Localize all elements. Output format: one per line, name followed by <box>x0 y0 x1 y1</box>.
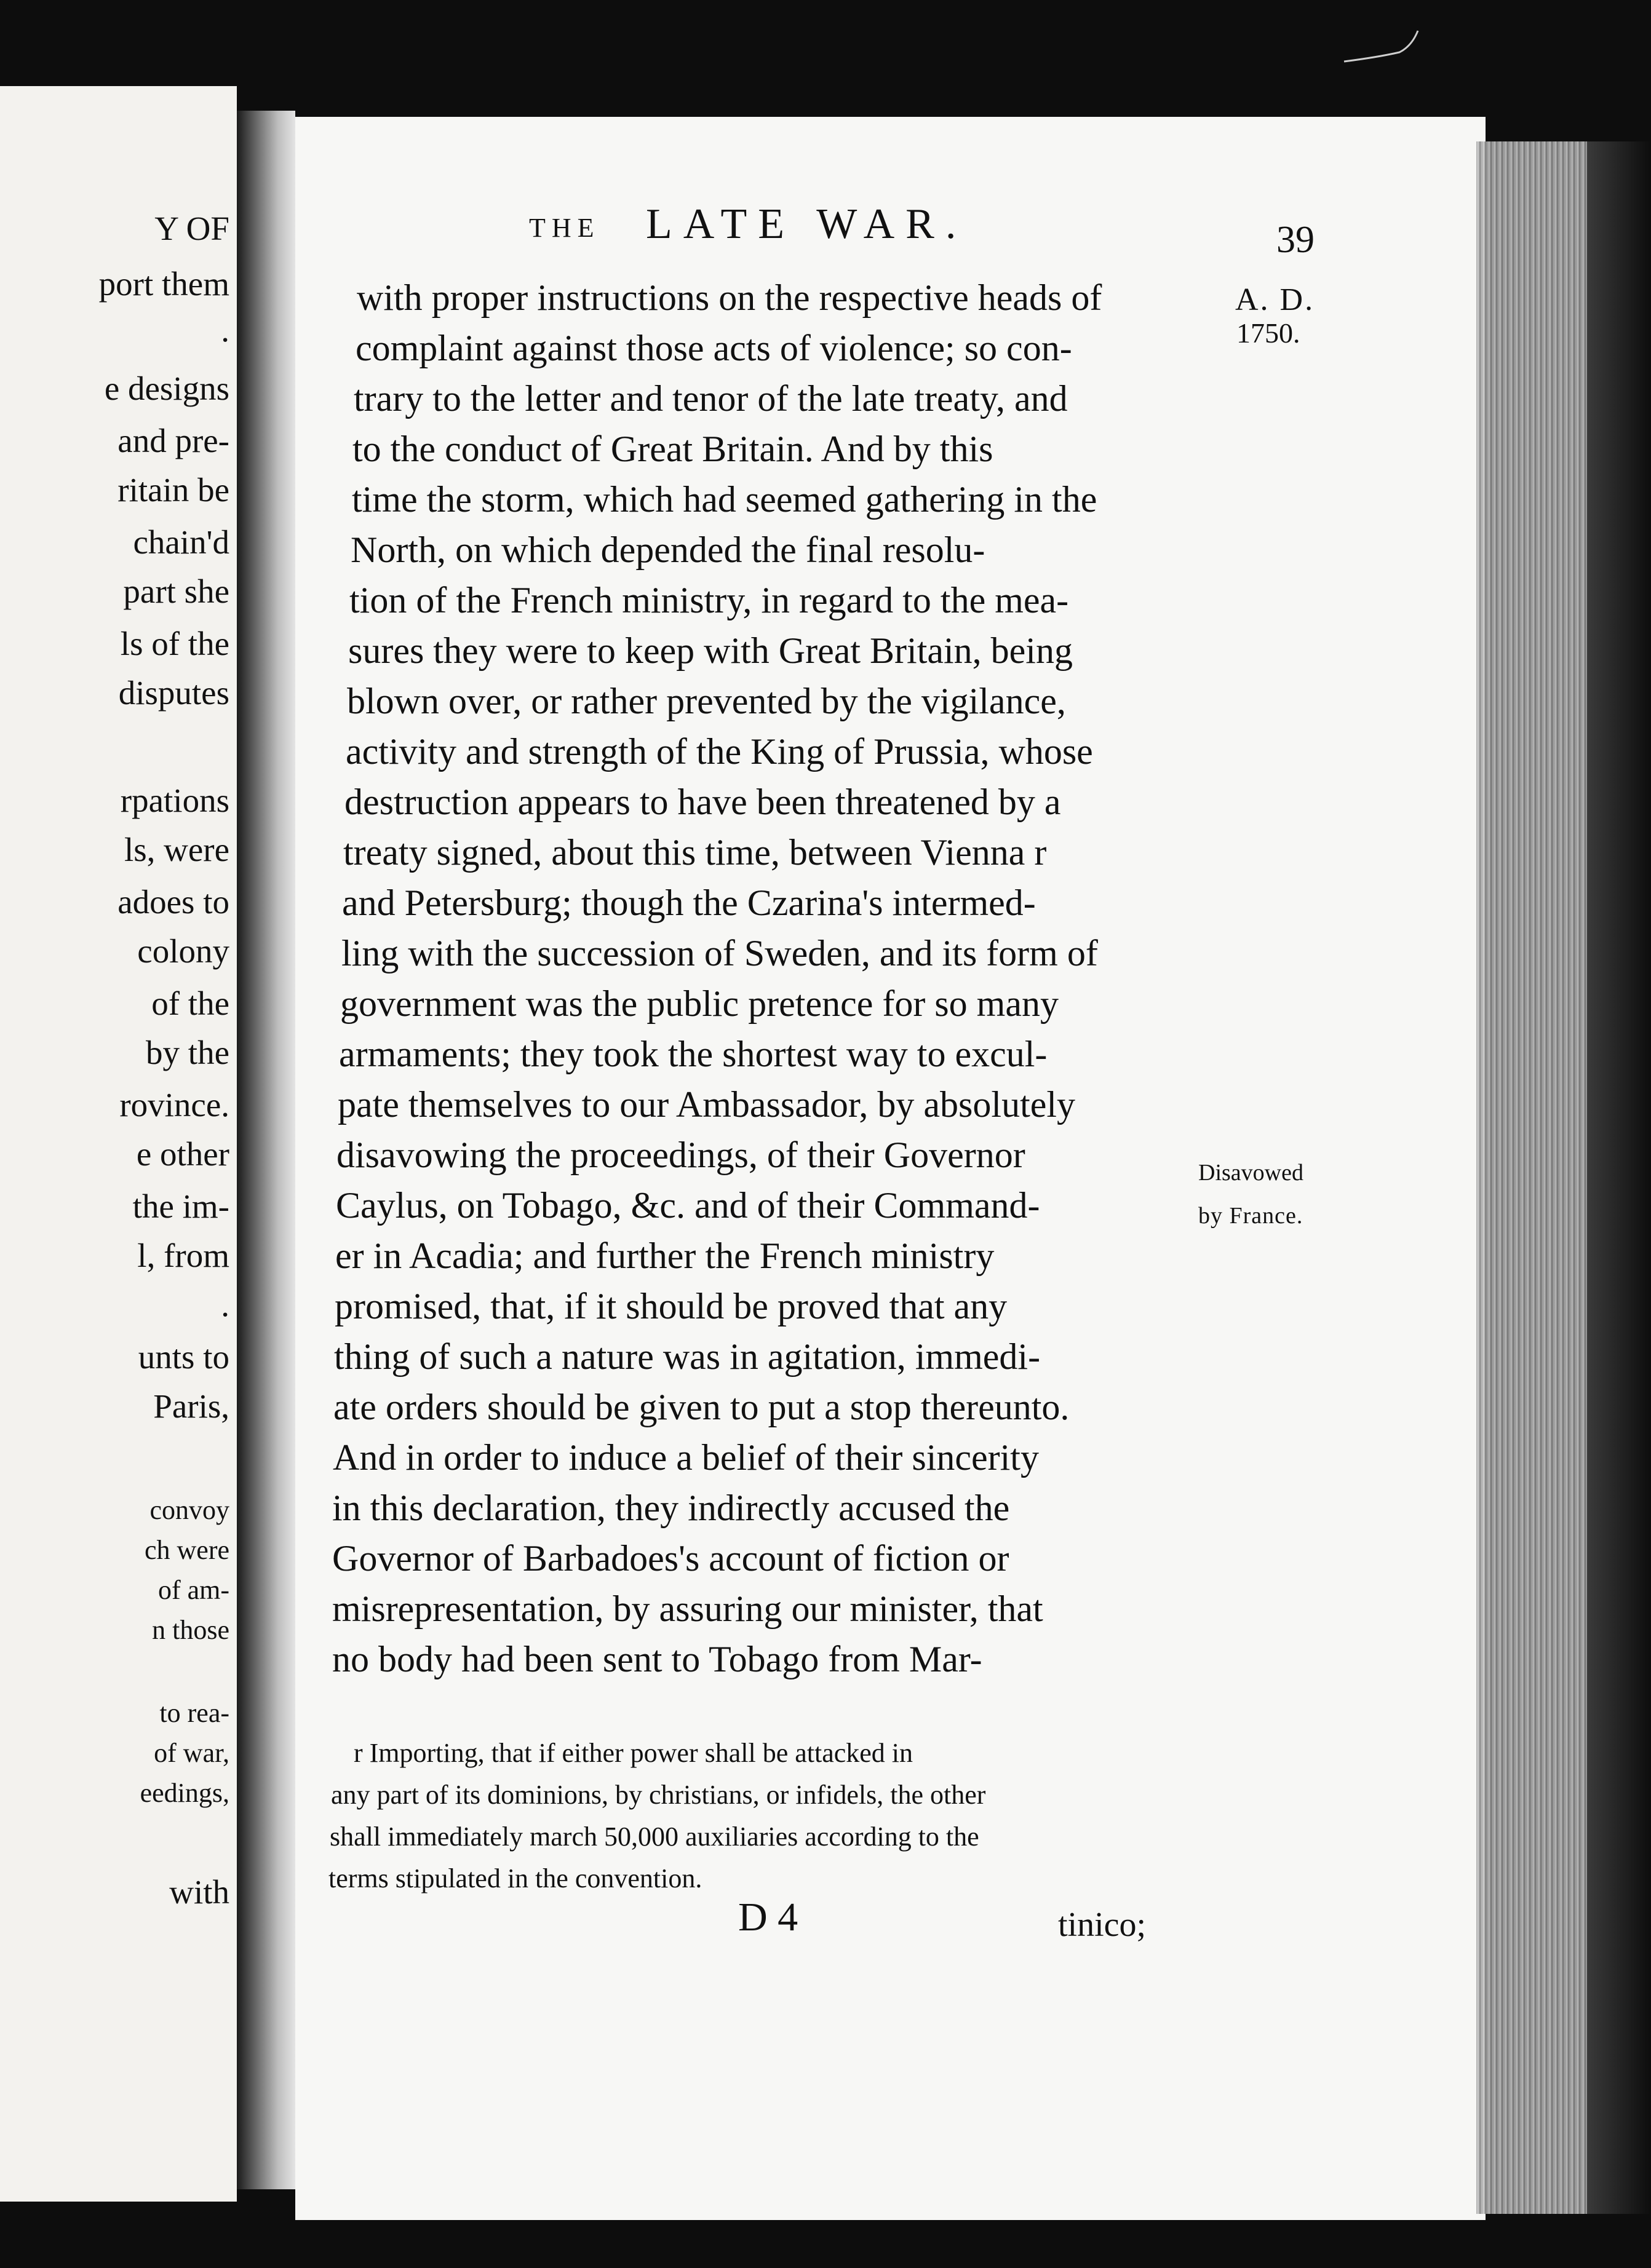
left-page-line: . <box>221 311 229 349</box>
text-line: complaint against those acts of violence; so con- <box>356 328 1072 368</box>
left-page-line: unts to <box>138 1338 229 1376</box>
text-line: promised, that, if it should be proved that any <box>335 1286 1008 1326</box>
text-line: disavowing the proceedings, of their Governor <box>336 1135 1025 1175</box>
text-line: ling with the succession of Sweden, and its form of <box>341 933 1098 973</box>
left-page-line: of the <box>151 985 229 1022</box>
text-line: trary to the letter and tenor of the late treaty, and <box>354 378 1068 419</box>
pencil-mark-icon <box>1341 28 1421 65</box>
left-page-line: adoes to <box>117 883 229 921</box>
left-page-note-line: ch were <box>144 1535 229 1565</box>
running-head-article: THE <box>529 213 600 243</box>
left-page-note-line: n those <box>152 1615 229 1645</box>
left-page-line: Paris, <box>153 1387 229 1425</box>
left-page-line: ls of the <box>120 625 229 662</box>
margin-anno-domini: A. D. <box>1235 282 1315 317</box>
left-page-note-line: of war, <box>154 1738 229 1768</box>
signature-mark: D 4 <box>738 1895 798 1940</box>
text-line: pate themselves to our Ambassador, by absolutely <box>338 1084 1076 1125</box>
text-line: with proper instructions on the respective heads of <box>357 277 1102 318</box>
left-page-line: chain'd <box>133 523 229 561</box>
text-line: government was the public pretence for so many <box>340 983 1059 1024</box>
left-page-catchword: with <box>169 1873 229 1911</box>
margin-year: 1750. <box>1236 317 1300 349</box>
book-gutter <box>237 111 295 2189</box>
left-page-line: rovince. <box>119 1086 229 1124</box>
left-page-note-line: convoy <box>149 1495 229 1525</box>
left-page-line: part she <box>123 573 229 610</box>
text-line: activity and strength of the King of Prussia, whose <box>346 731 1093 772</box>
text-line: blown over, or rather prevented by the vigilance, <box>347 681 1066 721</box>
left-page-line: Y OF <box>154 210 229 247</box>
running-head-title: LATE WAR. <box>646 200 968 248</box>
left-page-line: e designs <box>104 370 229 407</box>
footnote-line: terms stipulated in the convention. <box>328 1863 702 1893</box>
text-line: sures they were to keep with Great Britain, being <box>348 630 1073 671</box>
left-page-note-line: of am- <box>157 1575 229 1605</box>
left-page-line: colony <box>137 932 229 970</box>
book-cover-edge <box>1587 141 1651 2214</box>
footnote-line: shall immediately march 50,000 auxiliaries according to the <box>330 1822 979 1852</box>
footnote-line: r Importing, that if either power shall be attacked in <box>354 1738 913 1768</box>
footnote-line: any part of its dominions, by christians, or infidels, the other <box>331 1780 986 1810</box>
left-page-line: the im- <box>132 1188 229 1225</box>
margin-note: by France. <box>1198 1203 1303 1229</box>
left-page-line: ls, were <box>124 831 229 868</box>
catchword: tinico; <box>1058 1906 1147 1944</box>
text-line: North, on which depended the final resolu- <box>351 529 985 570</box>
text-line: thing of such a nature was in agitation, immedi- <box>334 1336 1041 1377</box>
text-line: Governor of Barbadoes's account of fiction or <box>332 1538 1009 1579</box>
left-page-line: and pre- <box>117 422 229 459</box>
text-line: tion of the French ministry, in regard to the mea- <box>349 580 1069 621</box>
left-page-line: . <box>221 1286 229 1323</box>
left-page-note-line: eedings, <box>140 1778 229 1808</box>
left-page-line: l, from <box>137 1237 229 1274</box>
text-line: er in Acadia; and further the French ministry <box>335 1235 995 1276</box>
text-line: no body had been sent to Tobago from Mar- <box>332 1639 982 1679</box>
left-page-note-line: to rea- <box>159 1698 229 1728</box>
left-page <box>0 86 237 2202</box>
text-line: And in order to induce a belief of their sincerity <box>333 1437 1039 1478</box>
text-line: time the storm, which had seemed gathering in the <box>352 479 1097 520</box>
text-line: treaty signed, about this time, between Vienna r <box>343 832 1047 873</box>
page-number: 39 <box>1276 219 1315 261</box>
left-page-line: ritain be <box>117 471 229 509</box>
text-line: misrepresentation, by assuring our minister, that <box>332 1588 1043 1629</box>
text-line: and Petersburg; though the Czarina's intermed- <box>342 882 1036 923</box>
text-line: destruction appears to have been threatened by a <box>344 782 1061 822</box>
left-page-line: disputes <box>118 674 229 712</box>
left-page-line: by the <box>146 1034 229 1071</box>
text-line: ate orders should be given to put a stop thereunto. <box>333 1387 1070 1427</box>
text-line: armaments; they took the shortest way to excul- <box>339 1034 1048 1074</box>
left-page-line: port them <box>98 265 229 303</box>
text-line: in this declaration, they indirectly accused the <box>332 1488 1010 1528</box>
text-line: Caylus, on Tobago, &c. and of their Command- <box>336 1185 1040 1226</box>
text-line: to the conduct of Great Britain. And by this <box>352 429 993 469</box>
left-page-line: e other <box>136 1135 229 1173</box>
margin-note: Disavowed <box>1198 1160 1303 1186</box>
left-page-line: rpations <box>120 782 229 819</box>
